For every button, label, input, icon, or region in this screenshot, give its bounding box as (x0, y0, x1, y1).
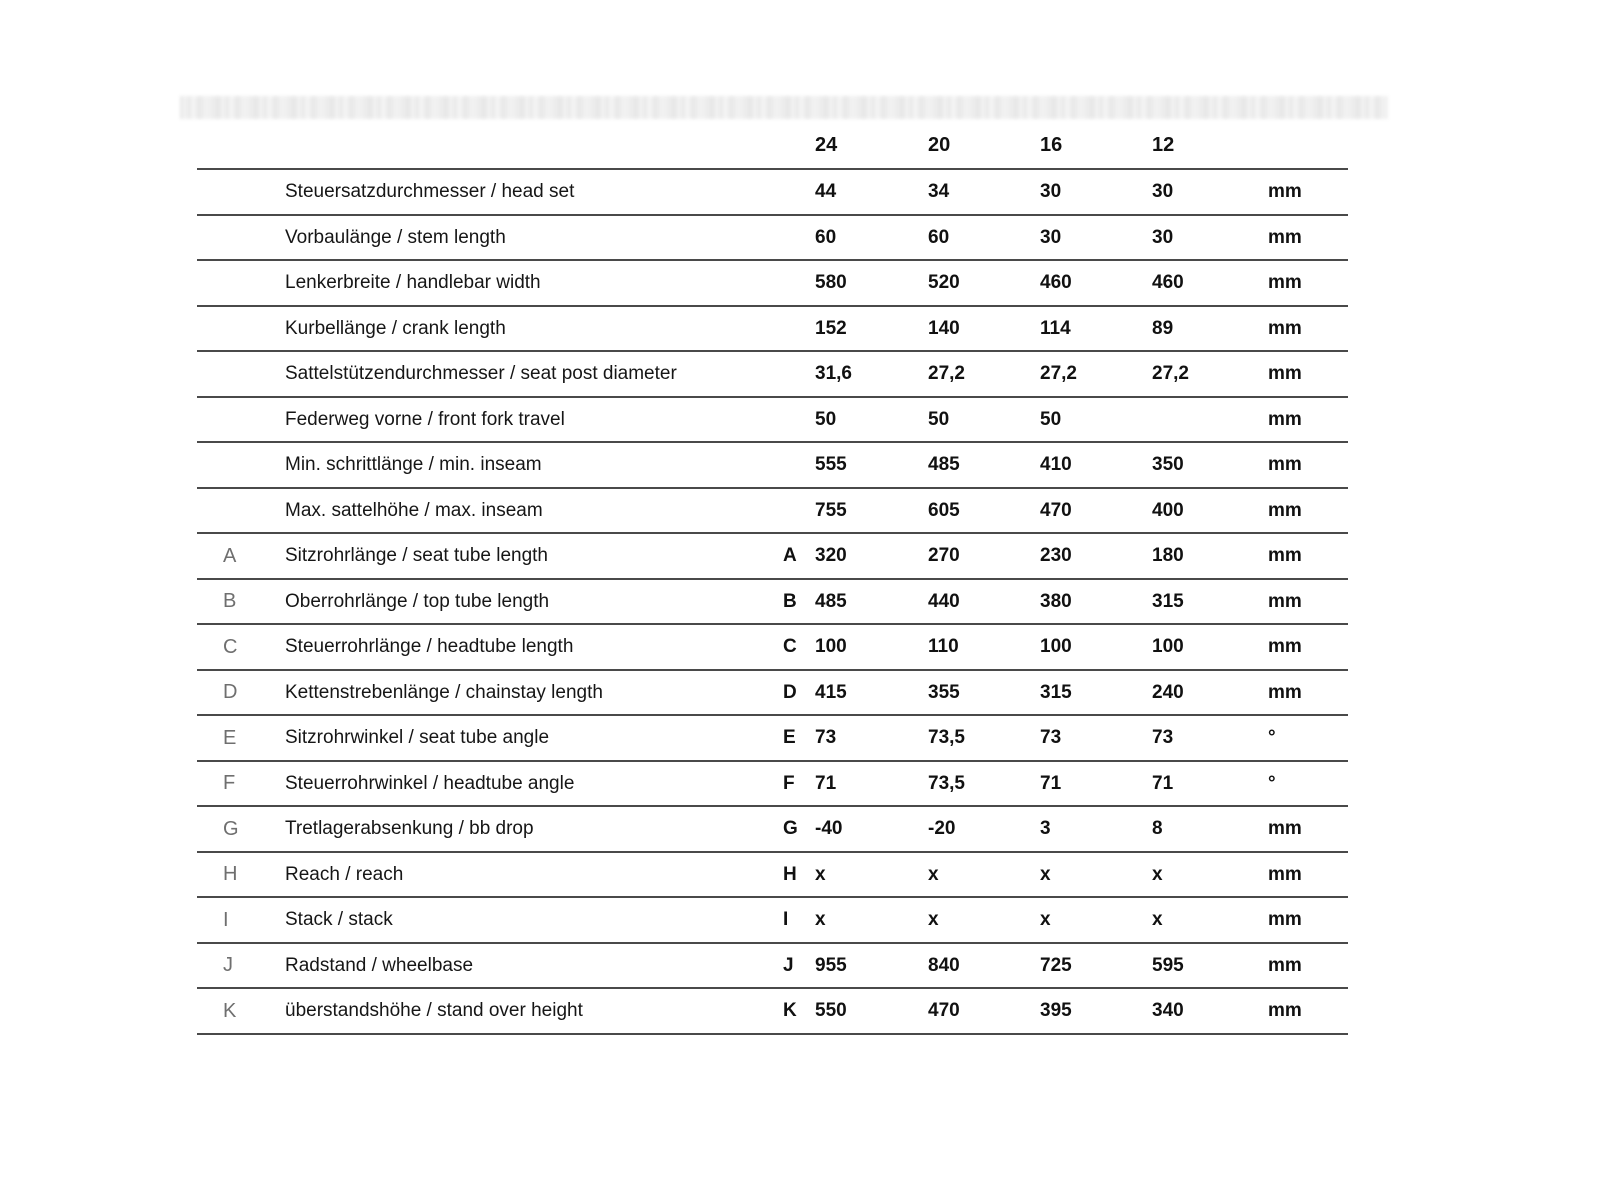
row-letter: I (223, 908, 229, 931)
value-20: 60 (928, 226, 950, 248)
row-letter-repeat: F (783, 772, 795, 794)
value-24: -40 (815, 818, 843, 840)
value-12: 340 (1152, 1000, 1184, 1022)
row-letter: J (223, 954, 233, 977)
value-24: 415 (815, 681, 847, 703)
value-12: x (1152, 909, 1163, 931)
table-row (197, 170, 1348, 216)
row-label: Radstand / wheelbase (285, 954, 474, 976)
value-12: 73 (1152, 727, 1174, 749)
value-24: 485 (815, 590, 847, 612)
row-label: Sitzrohrlänge / seat tube length (285, 545, 549, 567)
value-24: 320 (815, 545, 847, 567)
row-label: überstandshöhe / stand over height (285, 1000, 583, 1022)
row-letter-repeat: G (783, 818, 798, 840)
row-label: Oberrohrlänge / top tube length (285, 590, 550, 612)
row-letter-repeat: K (783, 1000, 797, 1022)
table-row (197, 534, 1348, 580)
row-unit: mm (1268, 181, 1302, 203)
row-label: Reach / reach (285, 863, 404, 885)
row-unit: mm (1268, 408, 1302, 430)
row-unit: mm (1268, 1000, 1302, 1022)
table-row (197, 989, 1348, 1035)
row-letter-repeat: I (783, 909, 789, 931)
value-16: 230 (1040, 545, 1072, 567)
table-row (197, 580, 1348, 626)
row-letter: K (223, 999, 237, 1022)
table-row (197, 944, 1348, 990)
table-row (197, 443, 1348, 489)
value-24: 955 (815, 954, 847, 976)
table-row (197, 898, 1348, 944)
row-unit: ° (1268, 727, 1276, 749)
row-label: Sattelstützendurchmesser / seat post diameter (285, 363, 677, 385)
value-16: 460 (1040, 272, 1072, 294)
value-20: 140 (928, 317, 960, 339)
value-20: 355 (928, 681, 960, 703)
row-label: Steuerrohrlänge / headtube length (285, 636, 574, 658)
row-unit: mm (1268, 226, 1302, 248)
row-letter: E (223, 726, 237, 749)
value-24: x (815, 863, 826, 885)
row-letter: A (223, 544, 237, 567)
table-body (197, 170, 1348, 1035)
row-letter: G (223, 817, 239, 840)
row-label: Kettenstrebenlänge / chainstay length (285, 681, 603, 703)
value-12: 30 (1152, 226, 1174, 248)
value-12: 100 (1152, 636, 1184, 658)
row-label: Stack / stack (285, 909, 393, 931)
value-24: 580 (815, 272, 847, 294)
value-12: 350 (1152, 454, 1184, 476)
row-unit: mm (1268, 363, 1302, 385)
value-24: 44 (815, 181, 837, 203)
blurred-title-strip (180, 96, 1388, 119)
row-unit: mm (1268, 272, 1302, 294)
row-label: Federweg vorne / front fork travel (285, 408, 565, 430)
value-20: 520 (928, 272, 960, 294)
value-16: x (1040, 909, 1051, 931)
value-12: x (1152, 863, 1163, 885)
row-unit: ° (1268, 772, 1276, 794)
table-row (197, 489, 1348, 535)
value-16: 725 (1040, 954, 1072, 976)
row-unit: mm (1268, 954, 1302, 976)
row-label: Max. sattelhöhe / max. inseam (285, 499, 543, 521)
table-row (197, 352, 1348, 398)
value-12: 89 (1152, 317, 1174, 339)
row-label: Kurbellänge / crank length (285, 317, 506, 339)
value-12: 8 (1152, 818, 1163, 840)
value-16: 3 (1040, 818, 1051, 840)
row-label: Tretlagerabsenkung / bb drop (285, 818, 534, 840)
value-16: 380 (1040, 590, 1072, 612)
table-row (197, 716, 1348, 762)
row-label: Sitzrohrwinkel / seat tube angle (285, 727, 550, 749)
table-row (197, 261, 1348, 307)
row-unit: mm (1268, 317, 1302, 339)
row-unit: mm (1268, 545, 1302, 567)
table-row (197, 216, 1348, 262)
value-16: x (1040, 863, 1051, 885)
value-12: 27,2 (1152, 363, 1189, 385)
value-12: 240 (1152, 681, 1184, 703)
row-letter-repeat: J (783, 954, 794, 976)
value-16: 30 (1040, 181, 1062, 203)
size-header-20: 20 (928, 134, 951, 156)
value-20: 470 (928, 1000, 960, 1022)
value-20: 605 (928, 499, 960, 521)
value-12: 30 (1152, 181, 1174, 203)
value-16: 410 (1040, 454, 1072, 476)
row-letter: F (223, 772, 236, 795)
row-unit: mm (1268, 499, 1302, 521)
value-16: 73 (1040, 727, 1062, 749)
value-12: 460 (1152, 272, 1184, 294)
value-20: 485 (928, 454, 960, 476)
row-letter-repeat: A (783, 545, 797, 567)
row-unit: mm (1268, 818, 1302, 840)
table-header-row (197, 122, 1348, 170)
row-label: Min. schrittlänge / min. inseam (285, 454, 542, 476)
value-12: 400 (1152, 499, 1184, 521)
row-unit: mm (1268, 863, 1302, 885)
value-24: 550 (815, 1000, 847, 1022)
value-24: 60 (815, 226, 837, 248)
table-row (197, 762, 1348, 808)
value-12: 71 (1152, 772, 1174, 794)
table-row (197, 853, 1348, 899)
table-row (197, 307, 1348, 353)
value-20: 440 (928, 590, 960, 612)
value-20: -20 (928, 818, 956, 840)
value-24: 152 (815, 317, 847, 339)
value-24: 50 (815, 408, 837, 430)
row-unit: mm (1268, 590, 1302, 612)
value-24: 71 (815, 772, 837, 794)
value-20: x (928, 909, 939, 931)
row-letter-repeat: H (783, 863, 797, 885)
value-24: 100 (815, 636, 847, 658)
row-unit: mm (1268, 681, 1302, 703)
value-16: 470 (1040, 499, 1072, 521)
table-row (197, 398, 1348, 444)
value-20: x (928, 863, 939, 885)
size-header-24: 24 (815, 134, 838, 156)
value-24: 73 (815, 727, 837, 749)
row-label: Steuerrohrwinkel / headtube angle (285, 772, 575, 794)
row-letter: D (223, 681, 238, 704)
size-header-12: 12 (1152, 134, 1175, 156)
value-16: 315 (1040, 681, 1072, 703)
value-20: 27,2 (928, 363, 965, 385)
row-letter-repeat: C (783, 636, 797, 658)
table-row (197, 625, 1348, 671)
value-20: 270 (928, 545, 960, 567)
value-20: 840 (928, 954, 960, 976)
row-letter: B (223, 590, 237, 613)
value-16: 100 (1040, 636, 1072, 658)
value-20: 73,5 (928, 772, 965, 794)
value-16: 27,2 (1040, 363, 1077, 385)
value-16: 71 (1040, 772, 1062, 794)
value-16: 30 (1040, 226, 1062, 248)
row-unit: mm (1268, 909, 1302, 931)
value-24: 555 (815, 454, 847, 476)
value-12: 595 (1152, 954, 1184, 976)
value-24: 755 (815, 499, 847, 521)
row-letter-repeat: E (783, 727, 796, 749)
row-letter-repeat: D (783, 681, 797, 703)
value-20: 110 (928, 636, 959, 658)
value-12: 180 (1152, 545, 1184, 567)
value-16: 395 (1040, 1000, 1072, 1022)
row-label: Vorbaulänge / stem length (285, 226, 506, 248)
table-row (197, 807, 1348, 853)
row-letter: H (223, 863, 238, 886)
row-label: Lenkerbreite / handlebar width (285, 272, 541, 294)
value-12: 315 (1152, 590, 1184, 612)
value-16: 50 (1040, 408, 1062, 430)
value-24: 31,6 (815, 363, 852, 385)
row-letter-repeat: B (783, 590, 797, 612)
value-16: 114 (1040, 317, 1071, 339)
size-header-16: 16 (1040, 134, 1063, 156)
bike-geometry-table (197, 122, 1348, 1035)
value-24: x (815, 909, 826, 931)
value-20: 50 (928, 408, 950, 430)
row-label: Steuersatzdurchmesser / head set (285, 181, 575, 203)
row-letter: C (223, 635, 238, 658)
row-unit: mm (1268, 454, 1302, 476)
row-unit: mm (1268, 636, 1302, 658)
value-20: 73,5 (928, 727, 965, 749)
table-row (197, 671, 1348, 717)
value-20: 34 (928, 181, 950, 203)
